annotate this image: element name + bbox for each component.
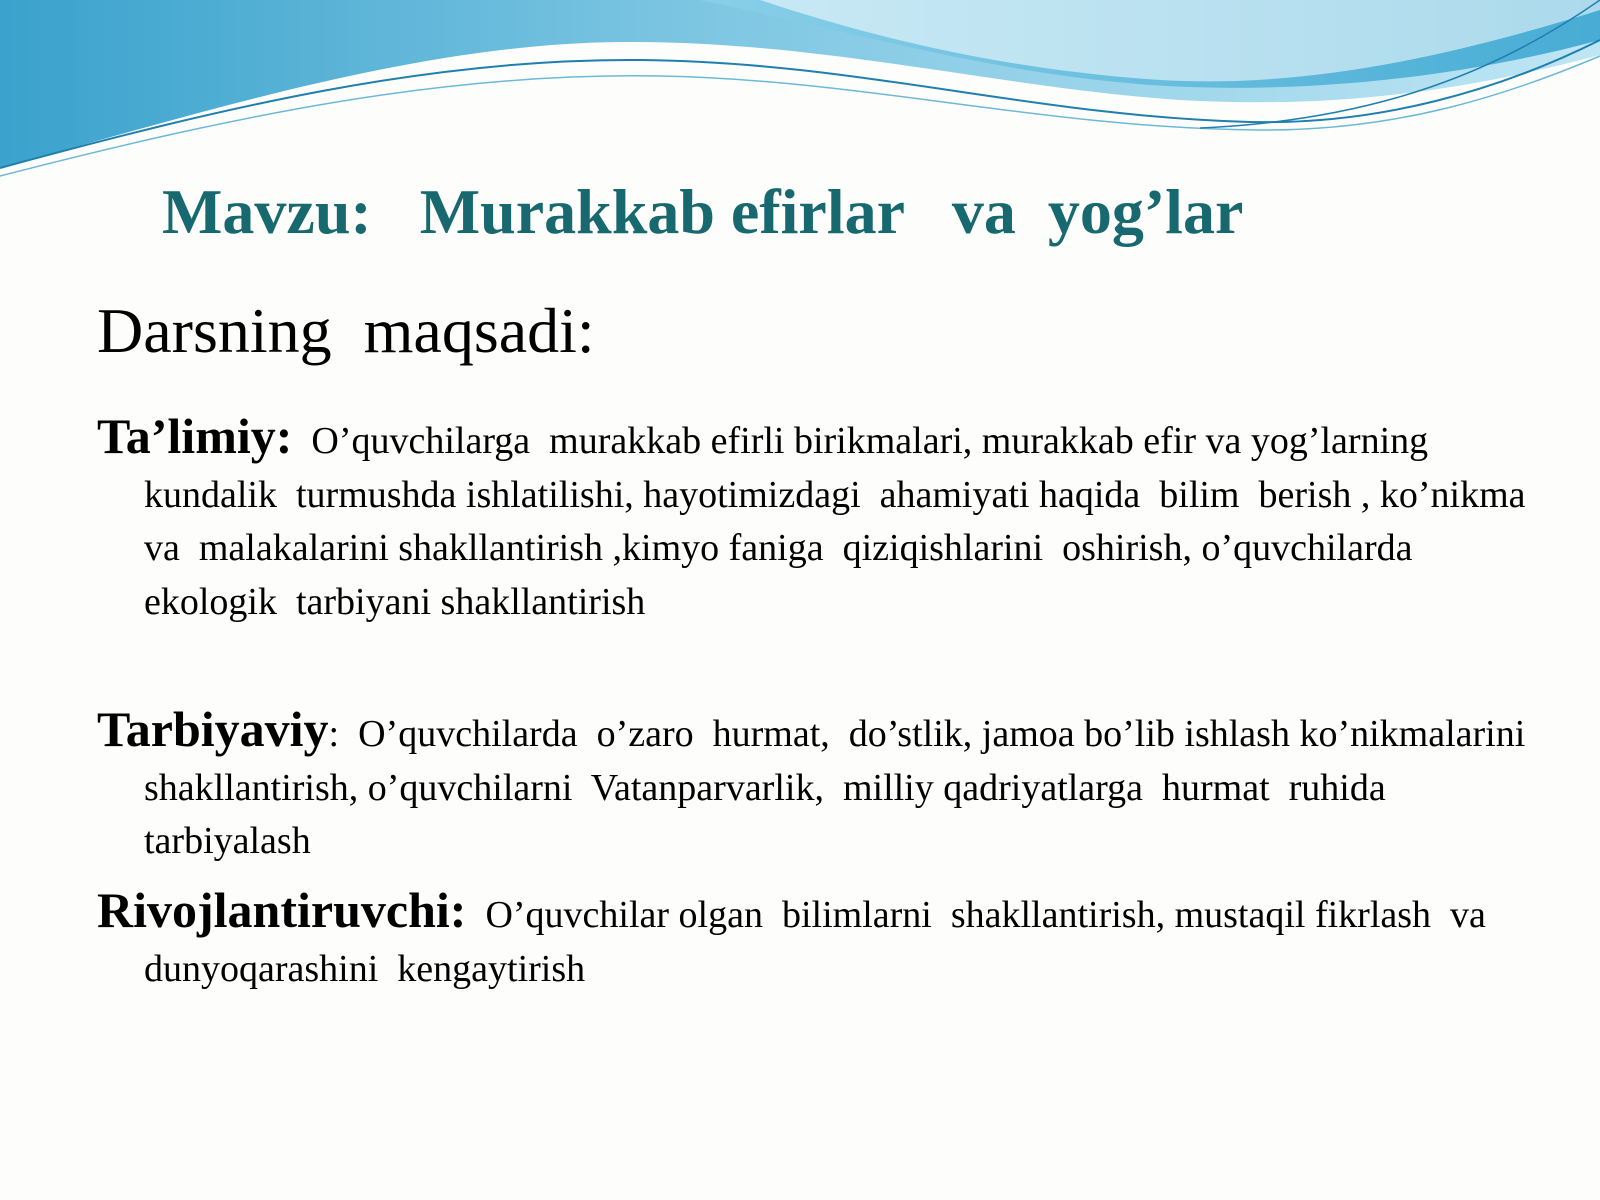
objective-text: O’quvchilar olgan bilimlarni shakllantirish, mustaqil fikrlash va dunyoqarashini kengaytirish <box>144 894 1505 990</box>
objective-label-colon: : <box>328 713 340 755</box>
objective-educational <box>97 410 1544 629</box>
objective-developmental <box>97 884 1544 996</box>
objective-label: Rivojlantiruvchi: <box>97 882 467 938</box>
slide-subtitle: Darsning maqsadi: <box>97 295 595 366</box>
objective-upbringing <box>97 703 1544 869</box>
objective-text: O’quvchilarga murakkab efirli birikmalari, murakkab efir va yog’larning kundalik turmushda ishlatilishi, hayotimizdagi ahamiyati haqida bilim berish , ko’nikma va malakalarini shakllantirish ,kimyo faniga qiziqishlarini oshirish, o’quvchilarda ekologik tarbiyani shakllantirish <box>144 420 1535 623</box>
decorative-wave-header <box>0 0 1600 190</box>
objective-label: Ta’limiy: <box>97 408 293 464</box>
objective-label: Tarbiyaviy <box>97 701 329 757</box>
objective-text: O’quvchilarda o’zaro hurmat, do’stlik, jamoa bo’lib ishlash ko’nikmalarini shakllantirish, o’quvchilarni Vatanparvarlik, milliy qadriyatlarga hurmat ruhida tarbiyalash <box>144 713 1545 862</box>
slide-title: Mavzu: Murakkab efirlar va yog’lar <box>162 176 1244 247</box>
